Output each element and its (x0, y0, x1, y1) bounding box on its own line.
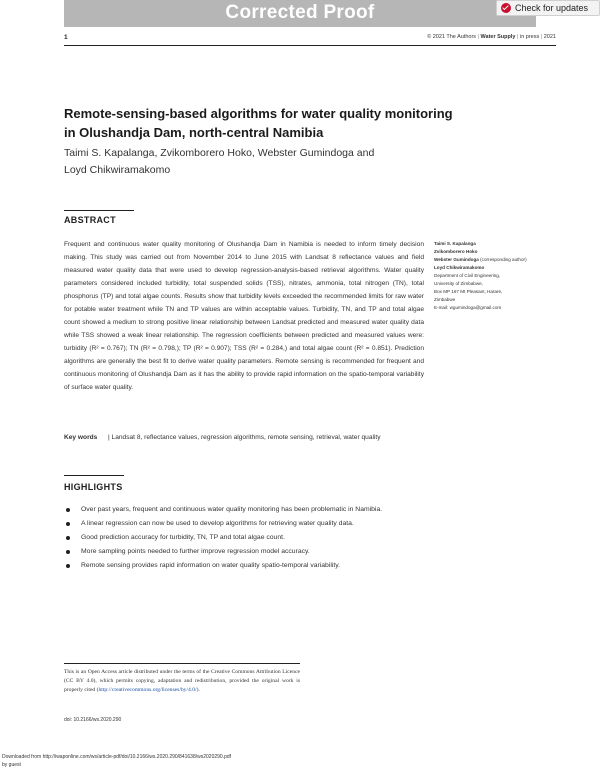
journal-info (427, 34, 556, 40)
check-for-updates-label: Check for updates (515, 3, 589, 13)
author-affiliations (434, 240, 564, 312)
checkmark-badge-icon (501, 3, 511, 13)
header-rule (64, 45, 556, 46)
affiliation-author-1: Taimi S. Kapalanga (434, 241, 476, 246)
article-title: Remote-sensing-based algorithms for water quality monitoring in Olushandja Dam, north-central Namibia (64, 106, 453, 140)
keywords-values: | Landsat 8, reflectance values, regression algorithms, remote sensing, retrieval, water quality (108, 434, 381, 441)
licence-link[interactable]: http://creativecommons.org/licenses/by/4.0/ (98, 687, 197, 693)
licence-statement (64, 668, 300, 695)
separator: | (517, 34, 519, 40)
affiliation-address-3: Box MP 167 Mt Pleasant, Harare, (434, 289, 503, 294)
licence-text-end: ). (196, 687, 200, 693)
affiliation-author-2: Zvikomborero Hoko (434, 249, 478, 254)
separator: | (540, 34, 543, 40)
highlight-item: Over past years, frequent and continuous water quality monitoring has been problematic in Namibia. (64, 504, 444, 517)
affiliation-author-4: Loyd Chikwiramakomo (434, 265, 485, 270)
highlight-item: Good prediction accuracy for turbidity, TN, TP and total algae count. (64, 532, 444, 545)
corresponding-author-note: (corresponding author) (480, 257, 527, 262)
highlights-list (64, 504, 444, 574)
copyright: © 2021 The Authors (427, 34, 477, 40)
highlight-item: More sampling points needed to further improve regression model accuracy. (64, 546, 444, 559)
affiliation-address-1: Department of Civil Engineering, (434, 273, 501, 278)
guest-notice: by guest (2, 762, 21, 768)
abstract-text: Frequent and continuous water quality monitoring of Olushandja Dam in Namibia is needed to inform timely decision making. This study was carried out from November 2014 to June 2015 with Landsat 8 reflectance values and field measured water quality data that were used to develop regression-analysis-based retrieval algorithms. Water quality parameters considered included turbidity, total suspended solids (TSS), nitrates, ammonia, total nitrogen (TN), total phosphorus (TP) and total algae counts. Results show that turbidity levels exceeded the recommended limits for raw water for potable water treatment while TN and TP values are within acceptable values. Turbidity, TN, and TP and total algae count showed a medium to strong positive linear relationship between Landsat predicted and measured water quality data while TSS showed a weak linear relationship. The regression coefficients between predicted and measured values were: turbidity (R² = 0.767); TN (R² = 0.798,); TP (R² = 0.907); TSS (R² = 0.284,) and total algae count (R² = 0.851). Prediction algorithms are generally the best fit to derive water quality parameters. Remote sensing is recommended for frequent and continuous monitoring of Olushandja Dam as it has the ability to provide rapid information on the spatio-temporal variability of surface water quality. (64, 241, 424, 391)
affiliation-author-3-line (434, 256, 564, 264)
check-for-updates-button[interactable] (496, 0, 600, 16)
highlight-item: Remote sensing provides rapid information on water quality spatio-temporal variability. (64, 560, 444, 573)
keywords-label: Key words (64, 434, 98, 441)
download-notice: Downloaded from http://iwaponline.com/ws/article-pdf/doi/10.2166/ws.2020.290/841638/ws2020290.pdf (2, 754, 232, 760)
highlights-heading: HIGHLIGHTS (64, 482, 123, 492)
keywords (64, 432, 424, 445)
article-doi: doi: 10.2166/ws.2020.290 (64, 717, 122, 723)
publication-year: 2021 (543, 34, 556, 40)
abstract-heading: ABSTRACT (64, 215, 116, 225)
page-number: 1 (64, 34, 68, 41)
publication-status: in press (519, 34, 540, 40)
licence-rule (64, 663, 300, 664)
abstract-rule (64, 210, 134, 211)
proof-banner-text: Corrected Proof (225, 2, 375, 23)
article-authors: Taimi S. Kapalanga, Zvikomborero Hoko, Webster Gumindoga and Loyd Chikwiramakomo (64, 147, 375, 176)
affiliation-address-4: Zimbabwe (434, 297, 456, 302)
affiliation-author-3: Webster Gumindoga (434, 257, 479, 262)
affiliation-address-2: University of Zimbabwe, (434, 281, 484, 286)
journal-name: Water Supply (480, 34, 516, 40)
separator: | (477, 34, 479, 40)
affiliation-email: E-mail: wgumindoga@gmail.com (434, 305, 502, 310)
highlights-rule (64, 475, 124, 476)
highlight-item: A linear regression can now be used to develop algorithms for retrieving water quality data. (64, 518, 444, 531)
licence-text: This is an Open Access article distributed under the terms of the Creative Commons Attribution Licence (CC BY 4.0), which permits copying, adaptation and redistribution, provided the original work is properly cited ( (64, 669, 300, 693)
